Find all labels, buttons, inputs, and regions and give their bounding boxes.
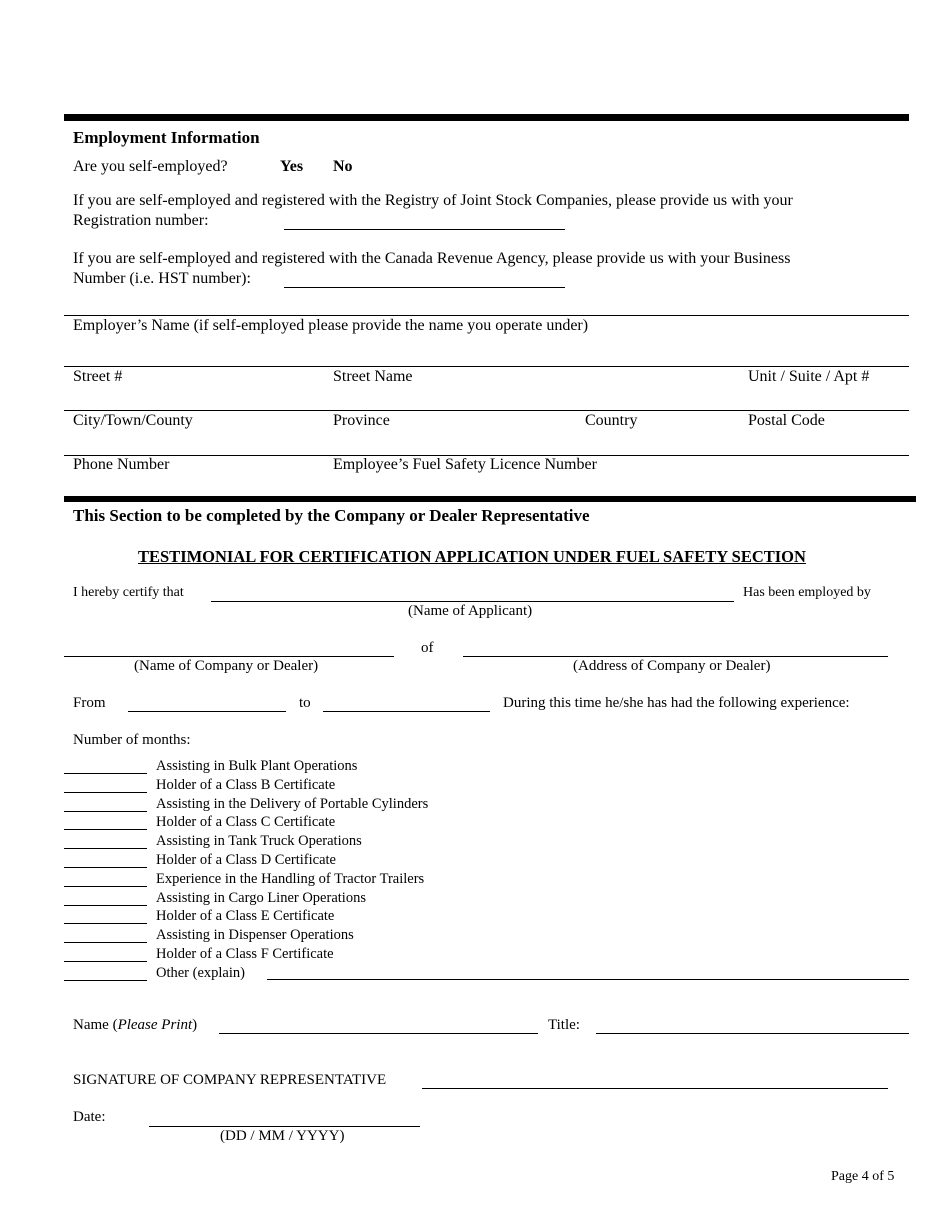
- registration-number-field[interactable]: [284, 229, 565, 230]
- date-label: Date:: [73, 1109, 106, 1125]
- phone-number-label: Phone Number: [73, 456, 170, 473]
- print-name-field[interactable]: [219, 1033, 538, 1034]
- unit-label: Unit / Suite / Apt #: [748, 368, 870, 385]
- divider: [64, 366, 909, 367]
- no-option[interactable]: No: [333, 158, 353, 175]
- rep-section-bar: [64, 496, 916, 502]
- postal-code-label: Postal Code: [748, 412, 825, 429]
- certify-label: I hereby certify that: [73, 585, 184, 600]
- experience-item-label: Holder of a Class B Certificate: [156, 776, 336, 793]
- months-field[interactable]: [64, 923, 147, 924]
- experience-item-label: Assisting in Bulk Plant Operations: [156, 758, 358, 774]
- experience-item-label: Holder of a Class F Certificate: [156, 945, 334, 962]
- joint-stock-text-line1: If you are self-employed and registered with the Registry of Joint Stock Companies, please provide us with your: [73, 192, 793, 209]
- months-field[interactable]: [64, 811, 147, 812]
- date-field[interactable]: [149, 1126, 420, 1127]
- experience-item-label: Holder of a Class E Certificate: [156, 908, 335, 925]
- street-number-label: Street #: [73, 368, 123, 385]
- date-format-caption: (DD / MM / YYYY): [220, 1128, 345, 1144]
- signature-label: SIGNATURE OF COMPANY REPRESENTATIVE: [73, 1072, 387, 1088]
- signature-field[interactable]: [422, 1088, 888, 1089]
- testimonial-title: TESTIMONIAL FOR CERTIFICATION APPLICATION UNDER FUEL SAFETY SECTION: [138, 547, 806, 566]
- months-field[interactable]: [64, 961, 147, 962]
- experience-item-label: Assisting in Cargo Liner Operations: [156, 889, 366, 906]
- months-field[interactable]: [64, 942, 147, 943]
- experience-item-label: Other (explain): [156, 964, 245, 981]
- of-label: of: [421, 640, 434, 656]
- applicant-name-caption: (Name of Applicant): [408, 603, 533, 619]
- yes-option[interactable]: Yes: [280, 158, 304, 175]
- number-of-months-label: Number of months:: [73, 732, 191, 748]
- months-field[interactable]: [64, 867, 147, 868]
- divider: [64, 315, 909, 316]
- company-address-field[interactable]: [463, 656, 888, 657]
- experience-item-label: Holder of a Class C Certificate: [156, 814, 336, 831]
- company-name-field[interactable]: [64, 656, 394, 657]
- province-label: Province: [333, 412, 390, 429]
- country-label: Country: [585, 412, 638, 429]
- cra-text-line1: If you are self-employed and registered with the Canada Revenue Agency, please provide us with your Business: [73, 250, 791, 267]
- city-label: City/Town/County: [73, 412, 193, 429]
- name-label: [73, 1017, 197, 1034]
- experience-label: During this time he/she has had the following experience:: [503, 695, 850, 711]
- experience-item-label: Assisting in Dispenser Operations: [156, 927, 354, 944]
- employer-name-label: Employer’s Name (if self-employed please provide the name you operate under): [73, 317, 589, 334]
- title-field[interactable]: [596, 1033, 909, 1034]
- title-label: Title:: [548, 1017, 580, 1033]
- from-date-field[interactable]: [128, 711, 286, 712]
- applicant-name-field[interactable]: [211, 601, 734, 602]
- to-label: to: [299, 695, 311, 711]
- months-field[interactable]: [64, 829, 147, 830]
- name-label-close: ): [192, 1017, 198, 1033]
- self-employed-question: Are you self-employed?: [73, 158, 228, 175]
- name-label-italic: Please Print: [117, 1017, 193, 1033]
- company-name-caption: (Name of Company or Dealer): [134, 658, 319, 674]
- experience-item-label: Assisting in the Delivery of Portable Cylinders: [156, 795, 429, 812]
- months-field[interactable]: [64, 886, 147, 887]
- name-label-text: Name (: [73, 1017, 118, 1033]
- experience-item-label: Holder of a Class D Certificate: [156, 851, 336, 868]
- business-number-field[interactable]: [284, 287, 565, 288]
- company-address-caption: (Address of Company or Dealer): [573, 658, 771, 674]
- cra-text-line2: Number (i.e. HST number):: [73, 270, 251, 287]
- months-field[interactable]: [64, 980, 147, 981]
- employment-heading: Employment Information: [73, 128, 260, 147]
- page-number: Page 4 of 5: [831, 1169, 895, 1184]
- employed-by-label: Has been employed by: [743, 585, 871, 600]
- experience-item-label: Assisting in Tank Truck Operations: [156, 833, 362, 850]
- from-label: From: [73, 695, 106, 711]
- joint-stock-text-line2: Registration number:: [73, 212, 209, 229]
- divider: [64, 410, 909, 411]
- licence-number-label: Employee’s Fuel Safety Licence Number: [333, 456, 597, 473]
- rep-section-heading: This Section to be completed by the Company or Dealer Representative: [73, 506, 590, 525]
- months-field[interactable]: [64, 848, 147, 849]
- months-field[interactable]: [64, 773, 147, 774]
- top-section-bar: [64, 114, 909, 121]
- to-date-field[interactable]: [323, 711, 490, 712]
- other-explain-field[interactable]: [267, 979, 909, 980]
- street-name-label: Street Name: [333, 368, 413, 385]
- experience-item-label: Experience in the Handling of Tractor Trailers: [156, 870, 425, 887]
- months-field[interactable]: [64, 792, 147, 793]
- months-field[interactable]: [64, 905, 147, 906]
